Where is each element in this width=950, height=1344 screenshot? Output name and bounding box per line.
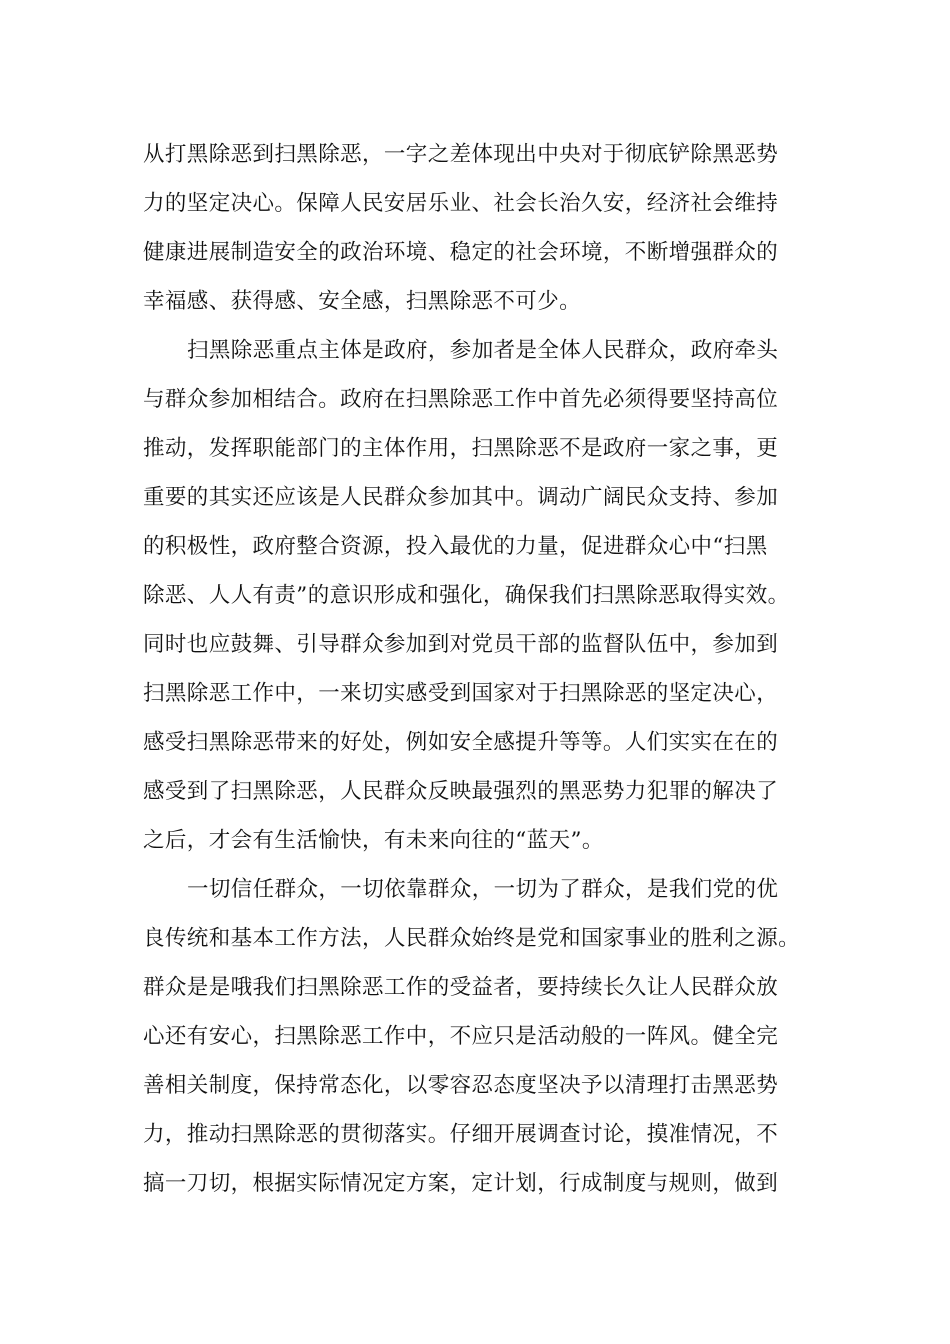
text-line: 从打黑除恶到扫黑除恶，一字之差体现出中央对于彻底铲除黑恶势: [143, 142, 779, 167]
text-line: 一切信任群众，一切依靠群众，一切为了群众，是我们党的优: [187, 877, 779, 902]
text-line: 力的坚定决心。保障人民安居乐业、社会长治久安，经济社会维持: [143, 191, 779, 216]
document-body: [143, 130, 813, 1208]
text-line: 健康进展制造安全的政治环境、稳定的社会环境，不断增强群众的: [143, 240, 779, 265]
text-line: 良传统和基本工作方法，人民群众始终是党和国家事业的胜利之源。: [143, 926, 801, 951]
text-line: 幸福感、获得感、安全感，扫黑除恶不可少。: [143, 289, 582, 314]
text-line: 的积极性，政府整合资源，投入最优的力量，促进群众心中“扫黑: [143, 534, 768, 559]
text-line: 搞一刀切，根据实际情况定方案，定计划，行成制度与规则，做到: [143, 1171, 779, 1196]
text-line: 与群众参加相结合。政府在扫黑除恶工作中首先必须得要坚持高位: [143, 387, 779, 412]
text-line: 力，推动扫黑除恶的贯彻落实。仔细开展调查讨论，摸准情况，不: [143, 1122, 779, 1147]
text-line: 心还有安心，扫黑除恶工作中，不应只是活动般的一阵风。健全完: [143, 1024, 779, 1049]
text-line: 感受到了扫黑除恶，人民群众反映最强烈的黑恶势力犯罪的解决了: [143, 779, 779, 804]
text-line: 重要的其实还应该是人民群众参加其中。调动广阔民众支持、参加: [143, 485, 779, 510]
text-line: 感受扫黑除恶带来的好处，例如安全感提升等等。人们实实在在的: [143, 730, 779, 755]
text-line: 同时也应鼓舞、引导群众参加到对党员干部的监督队伍中，参加到: [143, 632, 779, 657]
text-line: 推动，发挥职能部门的主体作用，扫黑除恶不是政府一家之事，更: [143, 436, 779, 461]
text-line: 善相关制度，保持常态化，以零容忍态度坚决予以清理打击黑恶势: [143, 1073, 779, 1098]
text-line: 除恶、人人有责”的意识形成和强化，确保我们扫黑除恶取得实效。: [143, 583, 790, 608]
text-line: 扫黑除恶工作中，一来切实感受到国家对于扫黑除恶的坚定决心，: [143, 681, 779, 706]
text-line: 扫黑除恶重点主体是政府，参加者是全体人民群众，政府牵头: [187, 338, 779, 363]
text-line: 群众是是哦我们扫黑除恶工作的受益者，要持续长久让人民群众放: [143, 975, 779, 1000]
text-line: 之后，才会有生活愉快，有未来向往的“蓝天”。: [143, 828, 604, 853]
